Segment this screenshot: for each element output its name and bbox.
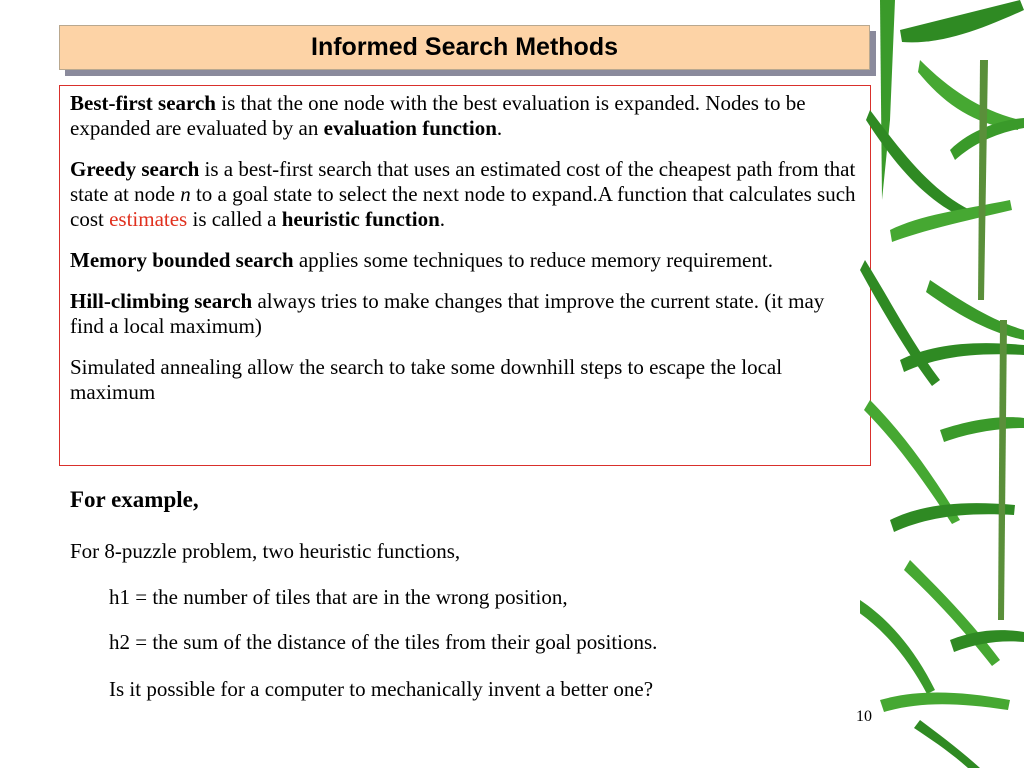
para-memory-bounded (70, 248, 860, 273)
example-line-h1: h1 = the number of tiles that are in the wrong position, (109, 585, 568, 609)
para-simulated-annealing: Simulated annealing allow the search to take some downhill steps to escape the local maximum (70, 355, 783, 404)
term-evaluation-function: evaluation function (323, 116, 497, 140)
page-number: 10 (856, 708, 872, 725)
greedy-text-2: to a goal state to select the next node to expand.A function that calculates such cost (70, 182, 856, 231)
term-heuristic-function: heuristic function (281, 207, 440, 231)
bamboo-leaves-icon (860, 0, 1024, 768)
example-line-1: For 8-puzzle problem, two heuristic functions, (70, 539, 461, 563)
memory-bounded-text: applies some techniques to reduce memory requirement. (293, 248, 773, 272)
greedy-italic-n: n (180, 182, 191, 206)
bamboo-decoration (860, 0, 1024, 768)
para-hill-climbing (70, 289, 860, 339)
best-first-text: is that the one node with the best evaluation is expanded. Nodes to be expanded are evaluated by an (70, 91, 806, 140)
term-hill-climbing: Hill-climbing search (70, 289, 253, 313)
greedy-text-3: is called a (187, 207, 282, 231)
slide-title: Informed Search Methods (311, 33, 618, 61)
example-heading: For example, (70, 487, 199, 512)
example-line-h2: h2 = the sum of the distance of the tiles from their goal positions. (109, 630, 658, 654)
term-best-first: Best-first search (70, 91, 216, 115)
definitions-box (59, 85, 871, 466)
example-line-question: Is it possible for a computer to mechanically invent a better one? (109, 677, 654, 701)
greedy-text-1: is a best-first search that uses an estimated cost of the cheapest path from that state at node (70, 157, 856, 206)
example-section (70, 487, 870, 701)
title-bar (59, 25, 870, 70)
para-greedy (70, 157, 860, 232)
best-first-end: . (496, 116, 503, 140)
para-best-first (70, 91, 860, 141)
hill-climbing-text: always tries to make changes that improve the current state. (it may find a local maximum) (70, 289, 825, 338)
term-greedy: Greedy search (70, 157, 200, 181)
greedy-red-estimates: estimates (109, 207, 188, 231)
greedy-end: . (439, 207, 446, 231)
term-memory-bounded: Memory bounded search (70, 248, 294, 272)
